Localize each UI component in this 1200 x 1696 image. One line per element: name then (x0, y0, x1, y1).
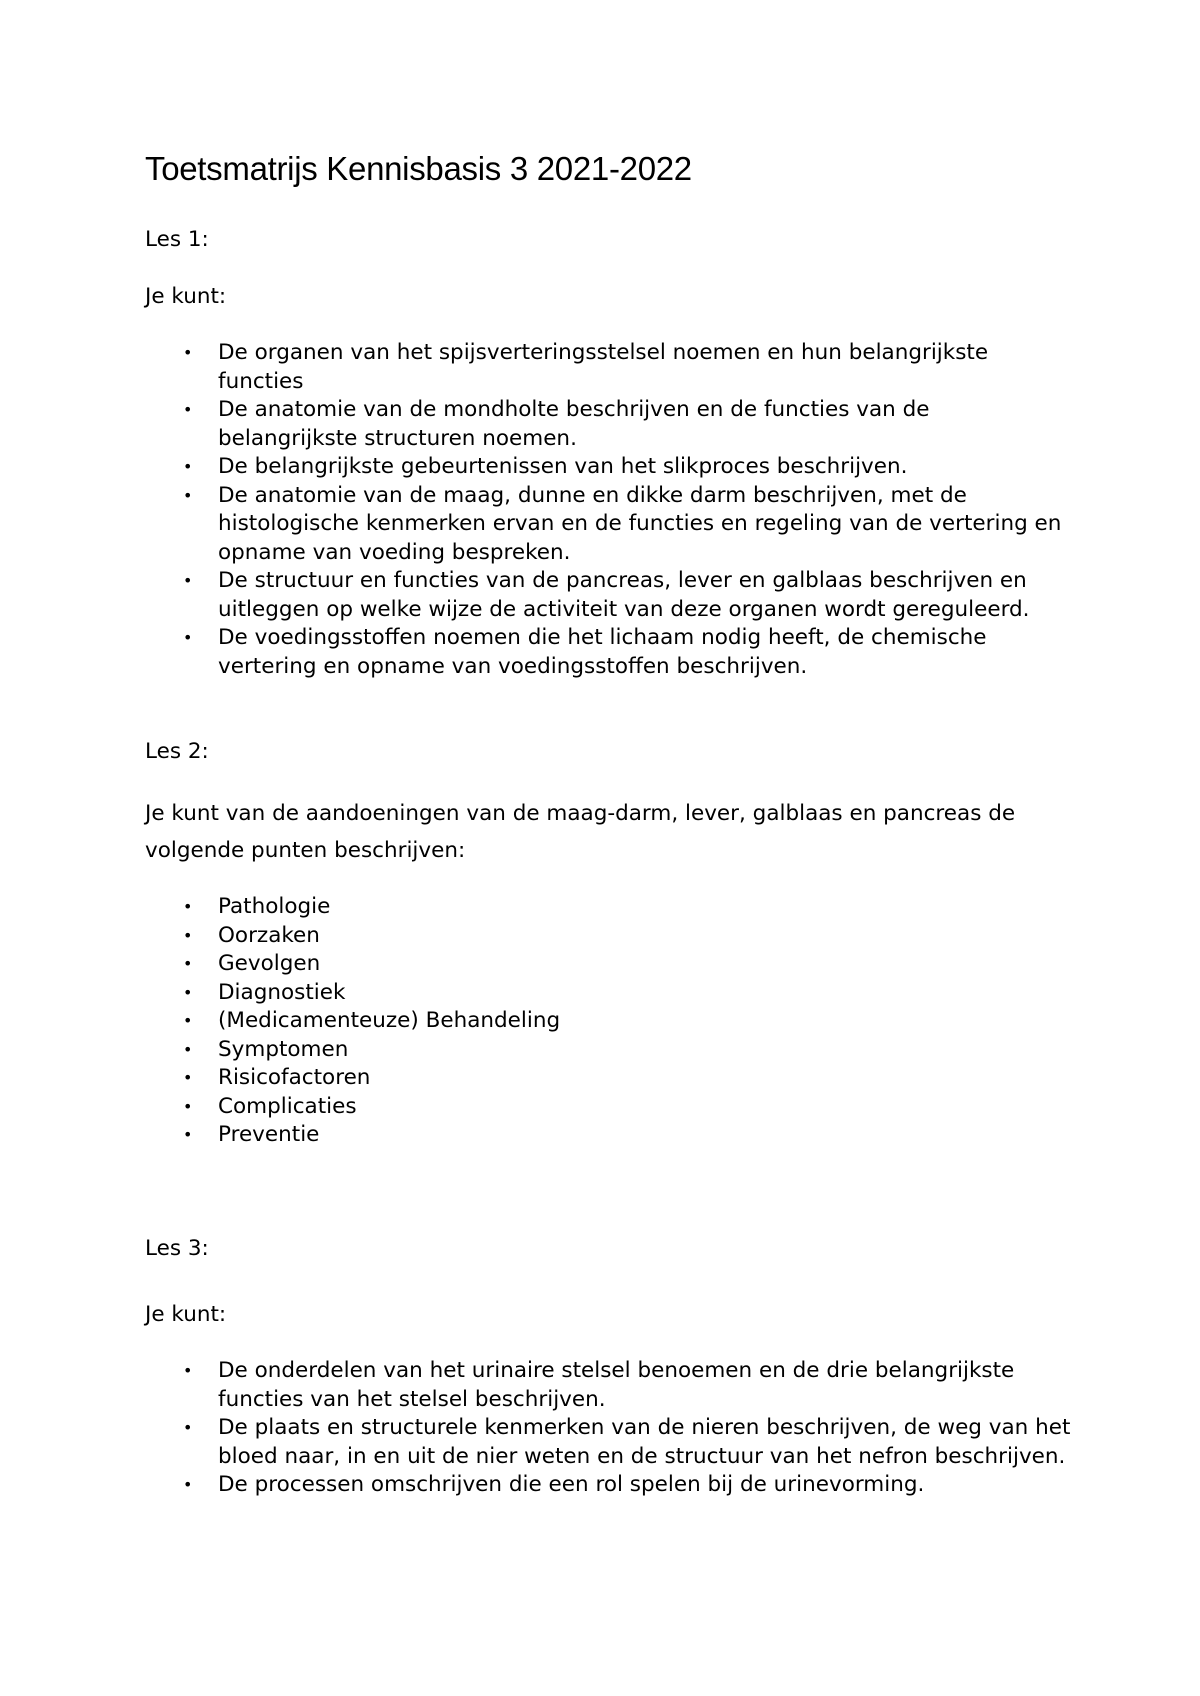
list-item (145, 1064, 1075, 1093)
list-item-text: Gevolgen (218, 951, 321, 976)
list-item (145, 893, 1075, 922)
list-item-text: De anatomie van de mondholte beschrijven en de functies van de belangrijkste structuren noemen. (218, 397, 930, 451)
bullet-icon: • (183, 1418, 193, 1437)
list-item (145, 1121, 1075, 1150)
list-item-text: De organen van het spijsverteringsstelsel noemen en hun belangrijkste functies (218, 340, 989, 394)
les2-list (145, 893, 1075, 1150)
bullet-icon: • (183, 485, 193, 505)
bullet-icon: • (183, 954, 193, 973)
list-item (145, 339, 1075, 396)
list-item-text: Diagnostiek (218, 979, 346, 1005)
list-item (145, 1007, 1075, 1036)
bullet-icon: • (183, 1011, 193, 1030)
list-item (145, 1414, 1075, 1471)
bullet-icon: • (183, 1068, 193, 1087)
les3-heading: Les 3: (145, 1236, 209, 1261)
les1-list (145, 339, 1075, 681)
les2-heading: Les 2: (145, 739, 209, 764)
bullet-icon: • (183, 1039, 193, 1059)
list-item-text: De belangrijkste gebeurtenissen van het slikproces beschrijven. (218, 454, 908, 479)
list-item-text: De voedingsstoffen noemen die het lichaam nodig heeft, de chemische vertering en opname van voedingsstoffen beschrijven. (218, 625, 987, 679)
list-item-text: De anatomie van de maag, dunne en dikke darm beschrijven, met de histologische kenmerken ervan en de functies en regeling van de vertering en opname van voeding bespreken. (218, 482, 1062, 565)
les3-intro: Je kunt: (145, 1302, 227, 1327)
bullet-icon: • (183, 628, 193, 647)
list-item (145, 453, 1075, 482)
les2-intro: Je kunt van de aandoeningen van de maag-darm, lever, galblaas en pancreas de volgende punten beschrijven: (145, 801, 1016, 863)
list-item-text: Pathologie (218, 894, 331, 919)
list-item-text: Symptomen (218, 1036, 349, 1062)
list-item (145, 1093, 1075, 1122)
bullet-icon: • (183, 897, 193, 916)
list-item-text: De onderdelen van het urinaire stelsel benoemen en de drie belangrijkste functies van het stelsel beschrijven. (218, 1358, 1015, 1412)
list-item-text: Risicofactoren (218, 1065, 371, 1090)
bullet-icon: • (183, 925, 193, 945)
list-item (145, 922, 1075, 951)
list-item (145, 482, 1075, 568)
list-item-text: Oorzaken (218, 922, 320, 948)
bullet-icon: • (183, 400, 193, 419)
list-item (145, 1036, 1075, 1065)
list-item (145, 567, 1075, 624)
list-item-text: De processen omschrijven die een rol spelen bij de urinevorming. (218, 1472, 925, 1497)
list-item (145, 950, 1075, 979)
list-item-text: Complicaties (218, 1093, 357, 1119)
bullet-icon: • (183, 457, 193, 476)
bullet-icon: • (183, 1361, 193, 1380)
bullet-icon: • (183, 982, 193, 1002)
list-item (145, 1357, 1075, 1414)
les1-intro: Je kunt: (145, 284, 227, 309)
list-item (145, 396, 1075, 453)
list-item-text: (Medicamenteuze) Behandeling (218, 1008, 561, 1033)
list-item (145, 1471, 1075, 1500)
list-item-text: De plaats en structurele kenmerken van de nieren beschrijven, de weg van het bloed naar, in en uit de nier weten en de structuur van het nefron beschrijven. (218, 1415, 1071, 1469)
bullet-icon: • (183, 1125, 193, 1144)
bullet-icon: • (183, 343, 193, 362)
bullet-icon: • (183, 1096, 193, 1116)
list-item-text: Preventie (218, 1122, 320, 1147)
list-item (145, 979, 1075, 1008)
list-item-text: De structuur en functies van de pancreas, lever en galblaas beschrijven en uitleggen op welke wijze de activiteit van deze organen wordt gereguleerd. (218, 568, 1030, 622)
bullet-icon: • (183, 571, 193, 590)
les3-list (145, 1357, 1075, 1500)
document-title: Toetsmatrijs Kennisbasis 3 2021-2022 (145, 150, 692, 187)
list-item (145, 624, 1075, 681)
les1-heading: Les 1: (145, 227, 209, 252)
bullet-icon: • (183, 1475, 193, 1494)
